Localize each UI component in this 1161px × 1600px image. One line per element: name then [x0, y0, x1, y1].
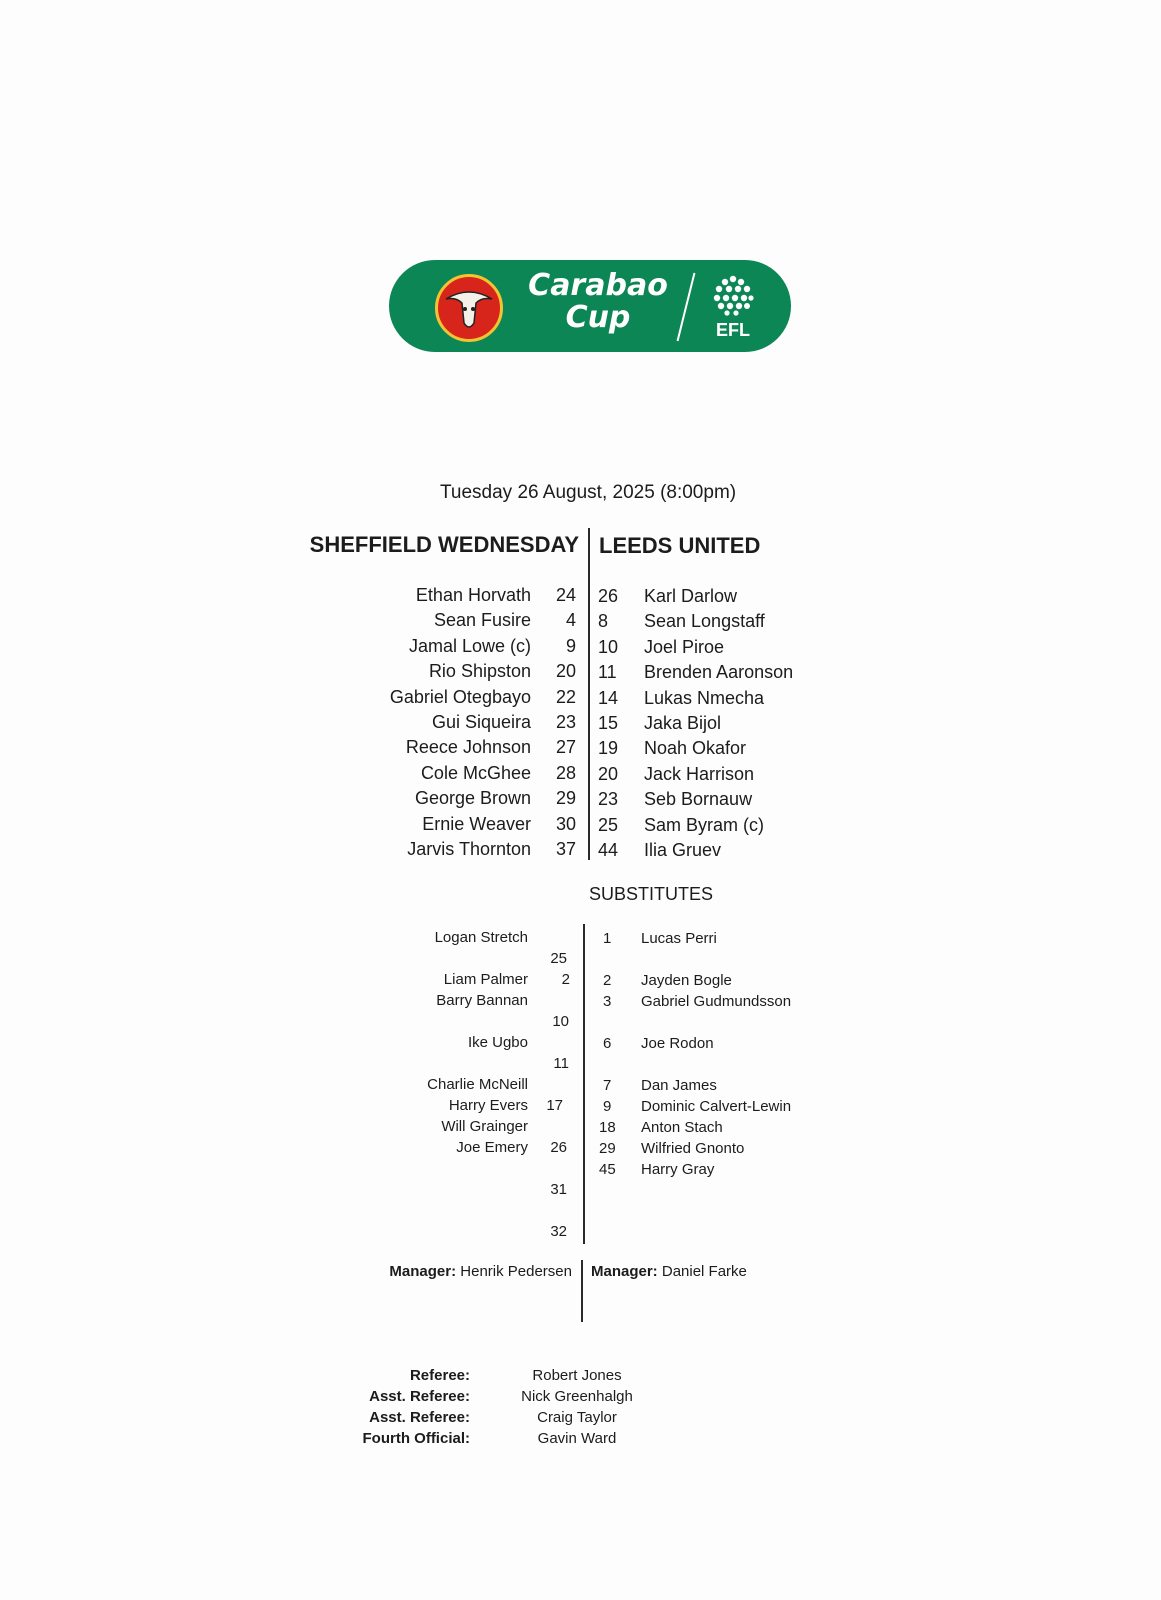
away-sub-name: Joe Rodon — [641, 1035, 714, 1052]
player-name: Noah Okafor — [644, 738, 747, 759]
player-name: Karl Darlow — [644, 586, 738, 606]
official-role: Asst. Referee: — [369, 1409, 470, 1426]
carabao-cup-logo — [389, 260, 791, 352]
player-number: 23 — [598, 789, 619, 810]
manager-name: Henrik Pedersen — [460, 1263, 572, 1280]
official-name: Robert Jones — [532, 1367, 622, 1384]
bull-emblem-icon — [435, 274, 503, 342]
player-number: 29 — [555, 788, 576, 809]
home-lineup-names — [390, 583, 531, 862]
logo-divider — [677, 273, 696, 341]
home-sub-number: 26 — [550, 1139, 567, 1156]
away-sub-number: 29 — [599, 1140, 616, 1157]
away-sub-name: Harry Gray — [641, 1161, 715, 1178]
home-sub-name: Charlie McNeill — [427, 1076, 528, 1093]
match-date: Tuesday 26 August, 2025 (8:00pm) — [440, 482, 737, 503]
player-number: 27 — [555, 737, 576, 758]
player-name: Gui Siqueira — [431, 712, 531, 733]
player-name: Sean Fusire — [433, 610, 531, 631]
away-sub-number: 9 — [603, 1098, 612, 1115]
player-name: Gabriel Otegbayo — [389, 686, 531, 707]
home-sub-number: 10 — [552, 1013, 569, 1030]
player-number: 20 — [555, 661, 576, 682]
player-name: Ernie Weaver — [422, 813, 531, 834]
player-number: 11 — [598, 662, 617, 683]
official-name: Gavin Ward — [537, 1430, 617, 1447]
away-sub-name: Dominic Calvert-Lewin — [641, 1098, 792, 1115]
official-role: Referee: — [409, 1367, 470, 1384]
home-sub-name: Joe Emery — [456, 1139, 528, 1156]
away-team-name: LEEDS UNITED — [599, 533, 761, 558]
officials-names — [516, 1365, 638, 1449]
away-manager — [591, 1263, 747, 1280]
away-lineup-names — [644, 584, 793, 863]
player-name: Sean Longstaff — [644, 611, 765, 632]
home-team-name: SHEFFIELD WEDNESDAY — [309, 532, 579, 557]
away-lineup-numbers — [598, 584, 618, 863]
away-sub-number: 18 — [599, 1119, 616, 1136]
player-name: Ethan Horvath — [415, 585, 531, 605]
away-sub-number: 2 — [603, 972, 612, 989]
player-number: 9 — [565, 635, 576, 656]
player-number: 10 — [598, 636, 619, 657]
away-sub-name: Wilfried Gnonto — [641, 1140, 745, 1157]
player-name: Joel Piroe — [644, 636, 725, 657]
player-number: 23 — [555, 712, 576, 733]
player-number: 14 — [598, 687, 619, 708]
substitutes-heading: SUBSTITUTES — [589, 884, 714, 904]
player-number: 8 — [598, 611, 609, 632]
home-sub-number: 11 — [553, 1055, 569, 1072]
home-manager — [389, 1263, 572, 1280]
player-number: 28 — [555, 762, 576, 783]
player-name: Jack Harrison — [644, 763, 755, 784]
player-number: 20 — [598, 763, 619, 784]
officials-roles — [363, 1365, 471, 1449]
away-sub-name: Jayden Bogle — [641, 972, 732, 989]
official-role: Fourth Official: — [362, 1430, 470, 1447]
player-name: Lukas Nmecha — [644, 687, 765, 708]
away-sub-number: 1 — [603, 930, 612, 947]
player-name: Jarvis Thornton — [407, 839, 531, 860]
home-sub-number: 31 — [550, 1181, 567, 1198]
official-name: Nick Greenhalgh — [521, 1388, 633, 1405]
home-lineup-numbers — [556, 583, 576, 862]
away-sub-number: 6 — [603, 1035, 612, 1052]
player-number: 44 — [598, 840, 619, 861]
home-sub-name: Will Grainger — [441, 1118, 528, 1135]
official-name: Craig Taylor — [537, 1409, 617, 1426]
player-name: Brenden Aaronson — [644, 662, 794, 683]
away-sub-number: 7 — [603, 1077, 612, 1094]
player-number: 37 — [555, 839, 576, 860]
player-name: Ilia Gruev — [644, 840, 722, 861]
away-sub-name: Dan James — [641, 1077, 717, 1094]
away-sub-number: 3 — [603, 993, 612, 1010]
player-number: 19 — [598, 738, 619, 759]
manager-label: Manager: — [389, 1263, 457, 1280]
player-number: 25 — [598, 814, 619, 835]
manager-divider — [581, 1260, 583, 1322]
header-divider — [588, 528, 590, 860]
player-name: Rio Shipston — [428, 661, 531, 682]
manager-name: Daniel Farke — [661, 1263, 747, 1280]
player-name: Seb Bornauw — [644, 789, 753, 810]
home-sub-name: Harry Evers — [448, 1097, 528, 1114]
subs-divider — [583, 924, 585, 1244]
home-sub-number: 32 — [550, 1223, 567, 1240]
away-sub-name: Lucas Perri — [641, 930, 717, 947]
home-sub-name: Logan Stretch — [434, 929, 528, 946]
home-sub-number: 25 — [550, 950, 567, 967]
official-role: Asst. Referee: — [369, 1388, 470, 1405]
player-number: 24 — [555, 585, 576, 605]
home-sub-number: 17 — [546, 1097, 563, 1114]
away-sub-number: 45 — [599, 1161, 616, 1178]
home-sub-name: Ike Ugbo — [467, 1034, 528, 1051]
player-number: 22 — [555, 686, 576, 707]
player-number: 4 — [565, 610, 576, 631]
away-sub-name: Anton Stach — [641, 1119, 723, 1136]
player-name: George Brown — [414, 788, 531, 809]
home-sub-name: Barry Bannan — [436, 992, 528, 1009]
home-sub-number: 2 — [561, 971, 570, 988]
player-name: Cole McGhee — [420, 762, 531, 783]
player-name: Jaka Bijol — [644, 713, 722, 734]
logo-wordmark: Carabao Cup — [528, 268, 668, 335]
player-name: Jamal Lowe (c) — [408, 635, 531, 656]
efl-label: EFL — [716, 320, 750, 340]
home-sub-name: Liam Palmer — [443, 971, 528, 988]
player-name: Reece Johnson — [405, 737, 531, 758]
player-number: 15 — [598, 713, 619, 734]
away-sub-name: Gabriel Gudmundsson — [641, 993, 792, 1010]
efl-ball-icon — [711, 274, 755, 316]
player-number: 26 — [598, 586, 619, 606]
manager-label: Manager: — [591, 1263, 658, 1280]
player-number: 30 — [555, 813, 576, 834]
player-name: Sam Byram (c) — [644, 814, 765, 835]
